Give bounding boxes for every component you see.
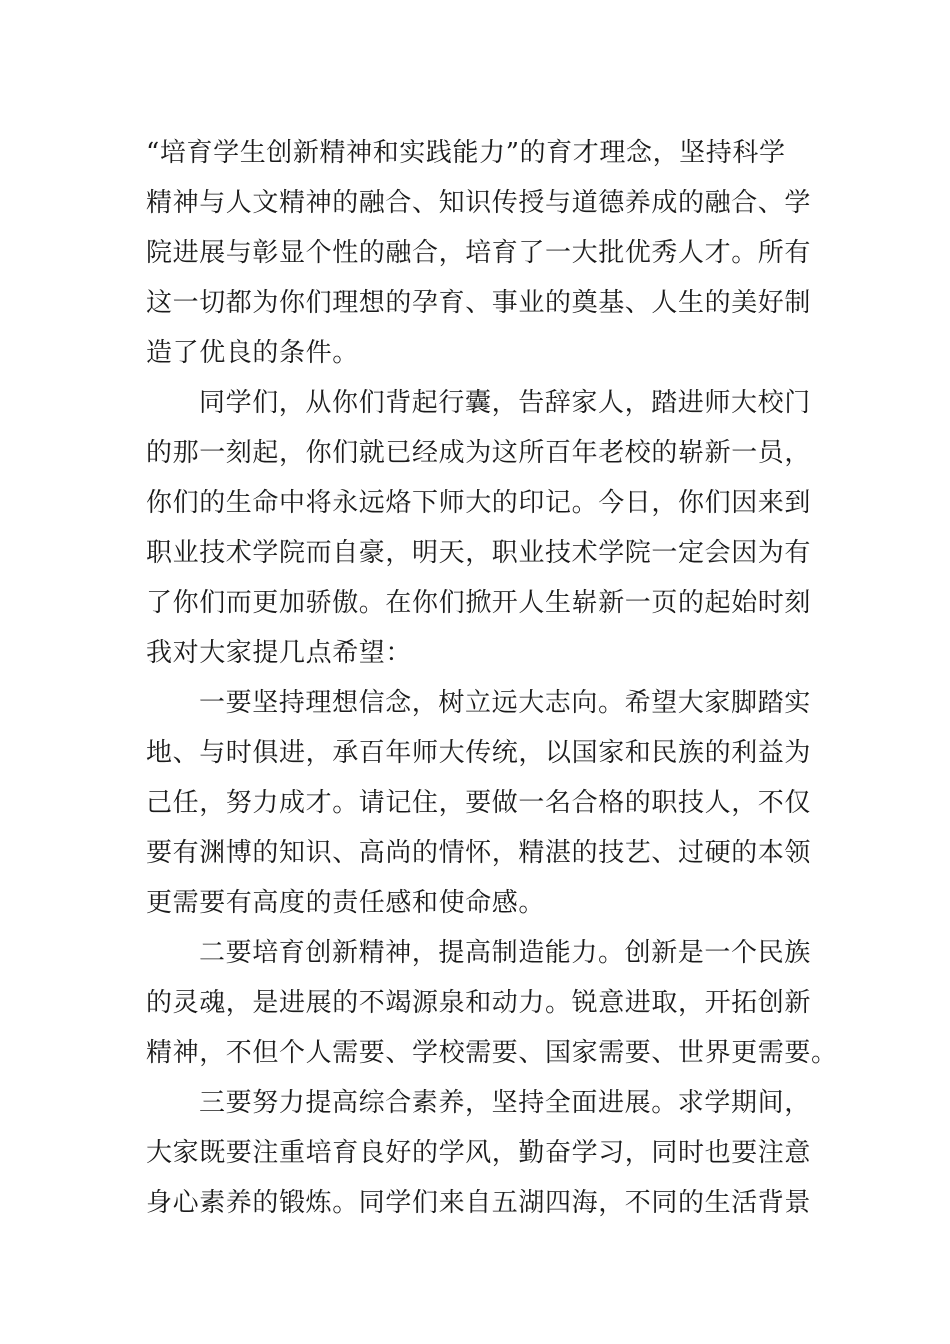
text-line: 造了优良的条件。: [146, 338, 359, 368]
text-line: 三要努力提高综合素养，坚持全面进展。求学期间，: [199, 1088, 811, 1118]
text-line: 地、与时俱进，承百年师大传统，以国家和民族的利益为: [146, 738, 812, 768]
text-line: 二要培育创新精神，提高制造能力。创新是一个民族: [199, 938, 811, 968]
text-line: 身心素养的锻炼。同学们来自五湖四海，不同的生活背景: [146, 1188, 812, 1218]
text-line: “培育学生创新精神和实践能力”的育才理念，坚持科学: [146, 138, 786, 168]
text-line: 的那一刻起，你们就已经成为这所百年老校的崭新一员，: [146, 438, 812, 468]
text-line: 的灵魂，是进展的不竭源泉和动力。锐意进取，开拓创新: [146, 988, 812, 1018]
text-line: 我对大家提几点希望：: [146, 638, 413, 668]
text-line: 职业技术学院而自豪，明天，职业技术学院一定会因为有: [146, 538, 812, 568]
text-line: 院进展与彰显个性的融合，培育了一大批优秀人才。所有: [146, 238, 812, 268]
text-line: 这一切都为你们理想的孕育、事业的奠基、人生的美好制: [146, 288, 812, 318]
text-line: 你们的生命中将永远烙下师大的印记。今日，你们因来到: [146, 488, 812, 518]
text-line: 大家既要注重培育良好的学风，勤奋学习，同时也要注意: [146, 1138, 812, 1168]
text-line: 更需要有高度的责任感和使命感。: [146, 888, 546, 918]
text-line: 己任，努力成才。请记住，要做一名合格的职技人，不仅: [146, 788, 812, 818]
text-line: 同学们，从你们背起行囊，告辞家人，踏进师大校门: [199, 388, 811, 418]
body-text: [146, 128, 838, 1228]
text-line: 要有渊博的知识、高尚的情怀，精湛的技艺、过硬的本领: [146, 838, 812, 868]
text-line: 精神与人文精神的融合、知识传授与道德养成的融合、学: [146, 188, 812, 218]
text-line: 精神，不但个人需要、学校需要、国家需要、世界更需要。: [146, 1038, 838, 1068]
text-line: 一要坚持理想信念，树立远大志向。希望大家脚踏实: [199, 688, 811, 718]
text-line: 了你们而更加骄傲。在你们掀开人生崭新一页的起始时刻: [146, 588, 812, 618]
